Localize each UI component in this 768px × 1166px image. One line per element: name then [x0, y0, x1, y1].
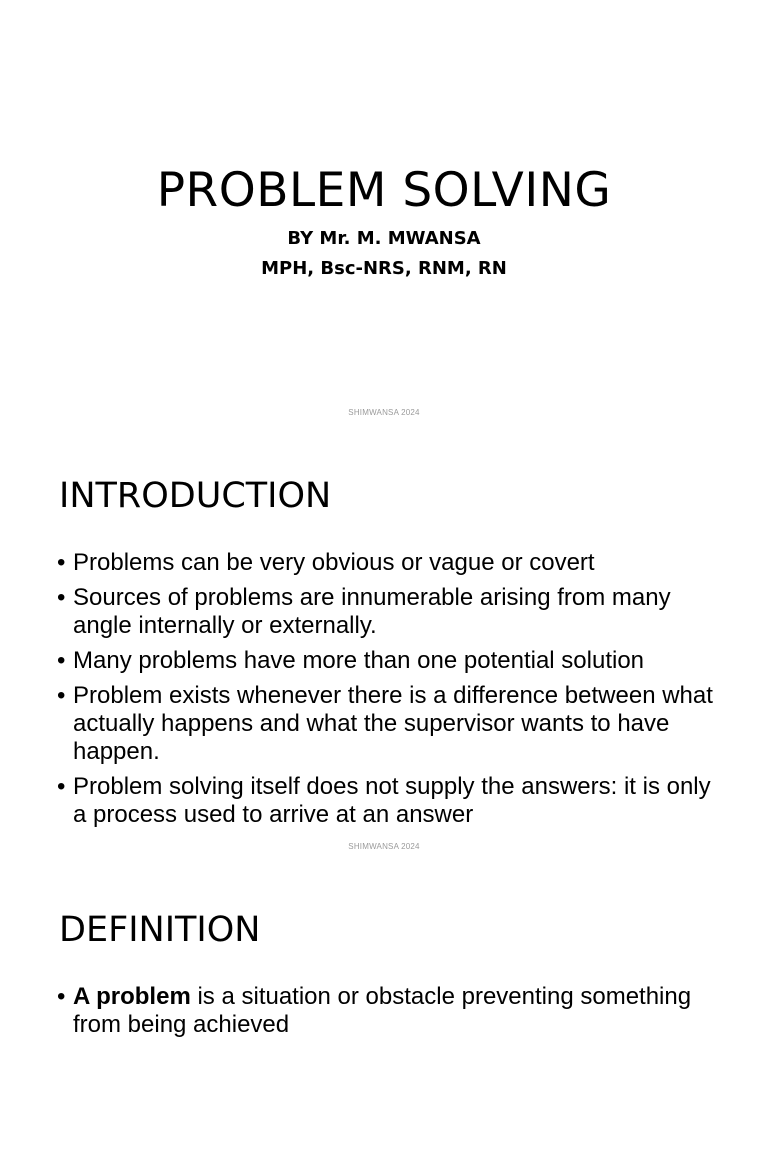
slide-footer: SHIMWANSA 2024	[348, 408, 420, 417]
bullet-glyph: •	[57, 549, 66, 576]
definition-heading: DEFINITION	[59, 910, 261, 950]
bullet-text: Problems can be very obvious or vague or covert	[73, 549, 595, 576]
bullet-item	[57, 682, 717, 766]
bullet-item	[57, 773, 717, 829]
credentials-line: MPH, Bsc-NRS, RNM, RN	[261, 258, 507, 279]
definition-slide	[0, 866, 768, 1166]
author-line: BY Mr. M. MWANSA	[287, 228, 481, 249]
bullet-item	[57, 983, 717, 1039]
bullet-text: Problem exists whenever there is a difference between what actually happens and what the supervisor wants to have happen.	[73, 682, 713, 765]
bullet-item	[57, 549, 717, 577]
introduction-heading: INTRODUCTION	[59, 476, 332, 516]
bullet-item	[57, 584, 717, 640]
bullet-glyph: •	[57, 682, 66, 709]
bullet-item	[57, 647, 717, 675]
bullet-glyph: •	[57, 584, 66, 611]
bullet-text: Sources of problems are innumerable arising from many angle internally or externally.	[73, 584, 671, 639]
presentation-title: PROBLEM SOLVING	[156, 163, 612, 218]
definition-bullet-list	[57, 983, 717, 1046]
definition-text: is a situation or obstacle preventing something from being achieved	[73, 983, 692, 1038]
introduction-bullet-list	[57, 549, 717, 836]
definition-term: A problem	[73, 983, 191, 1010]
slide-footer: SHIMWANSA 2024	[348, 842, 420, 851]
bullet-glyph: •	[57, 773, 66, 800]
bullet-text: Problem solving itself does not supply the answers: it is only a process used to arrive at an answer	[73, 773, 711, 828]
bullet-text: Many problems have more than one potential solution	[73, 647, 645, 674]
title-slide	[0, 0, 768, 432]
introduction-slide	[0, 433, 768, 865]
bullet-glyph: •	[57, 647, 66, 674]
bullet-glyph: •	[57, 983, 66, 1010]
